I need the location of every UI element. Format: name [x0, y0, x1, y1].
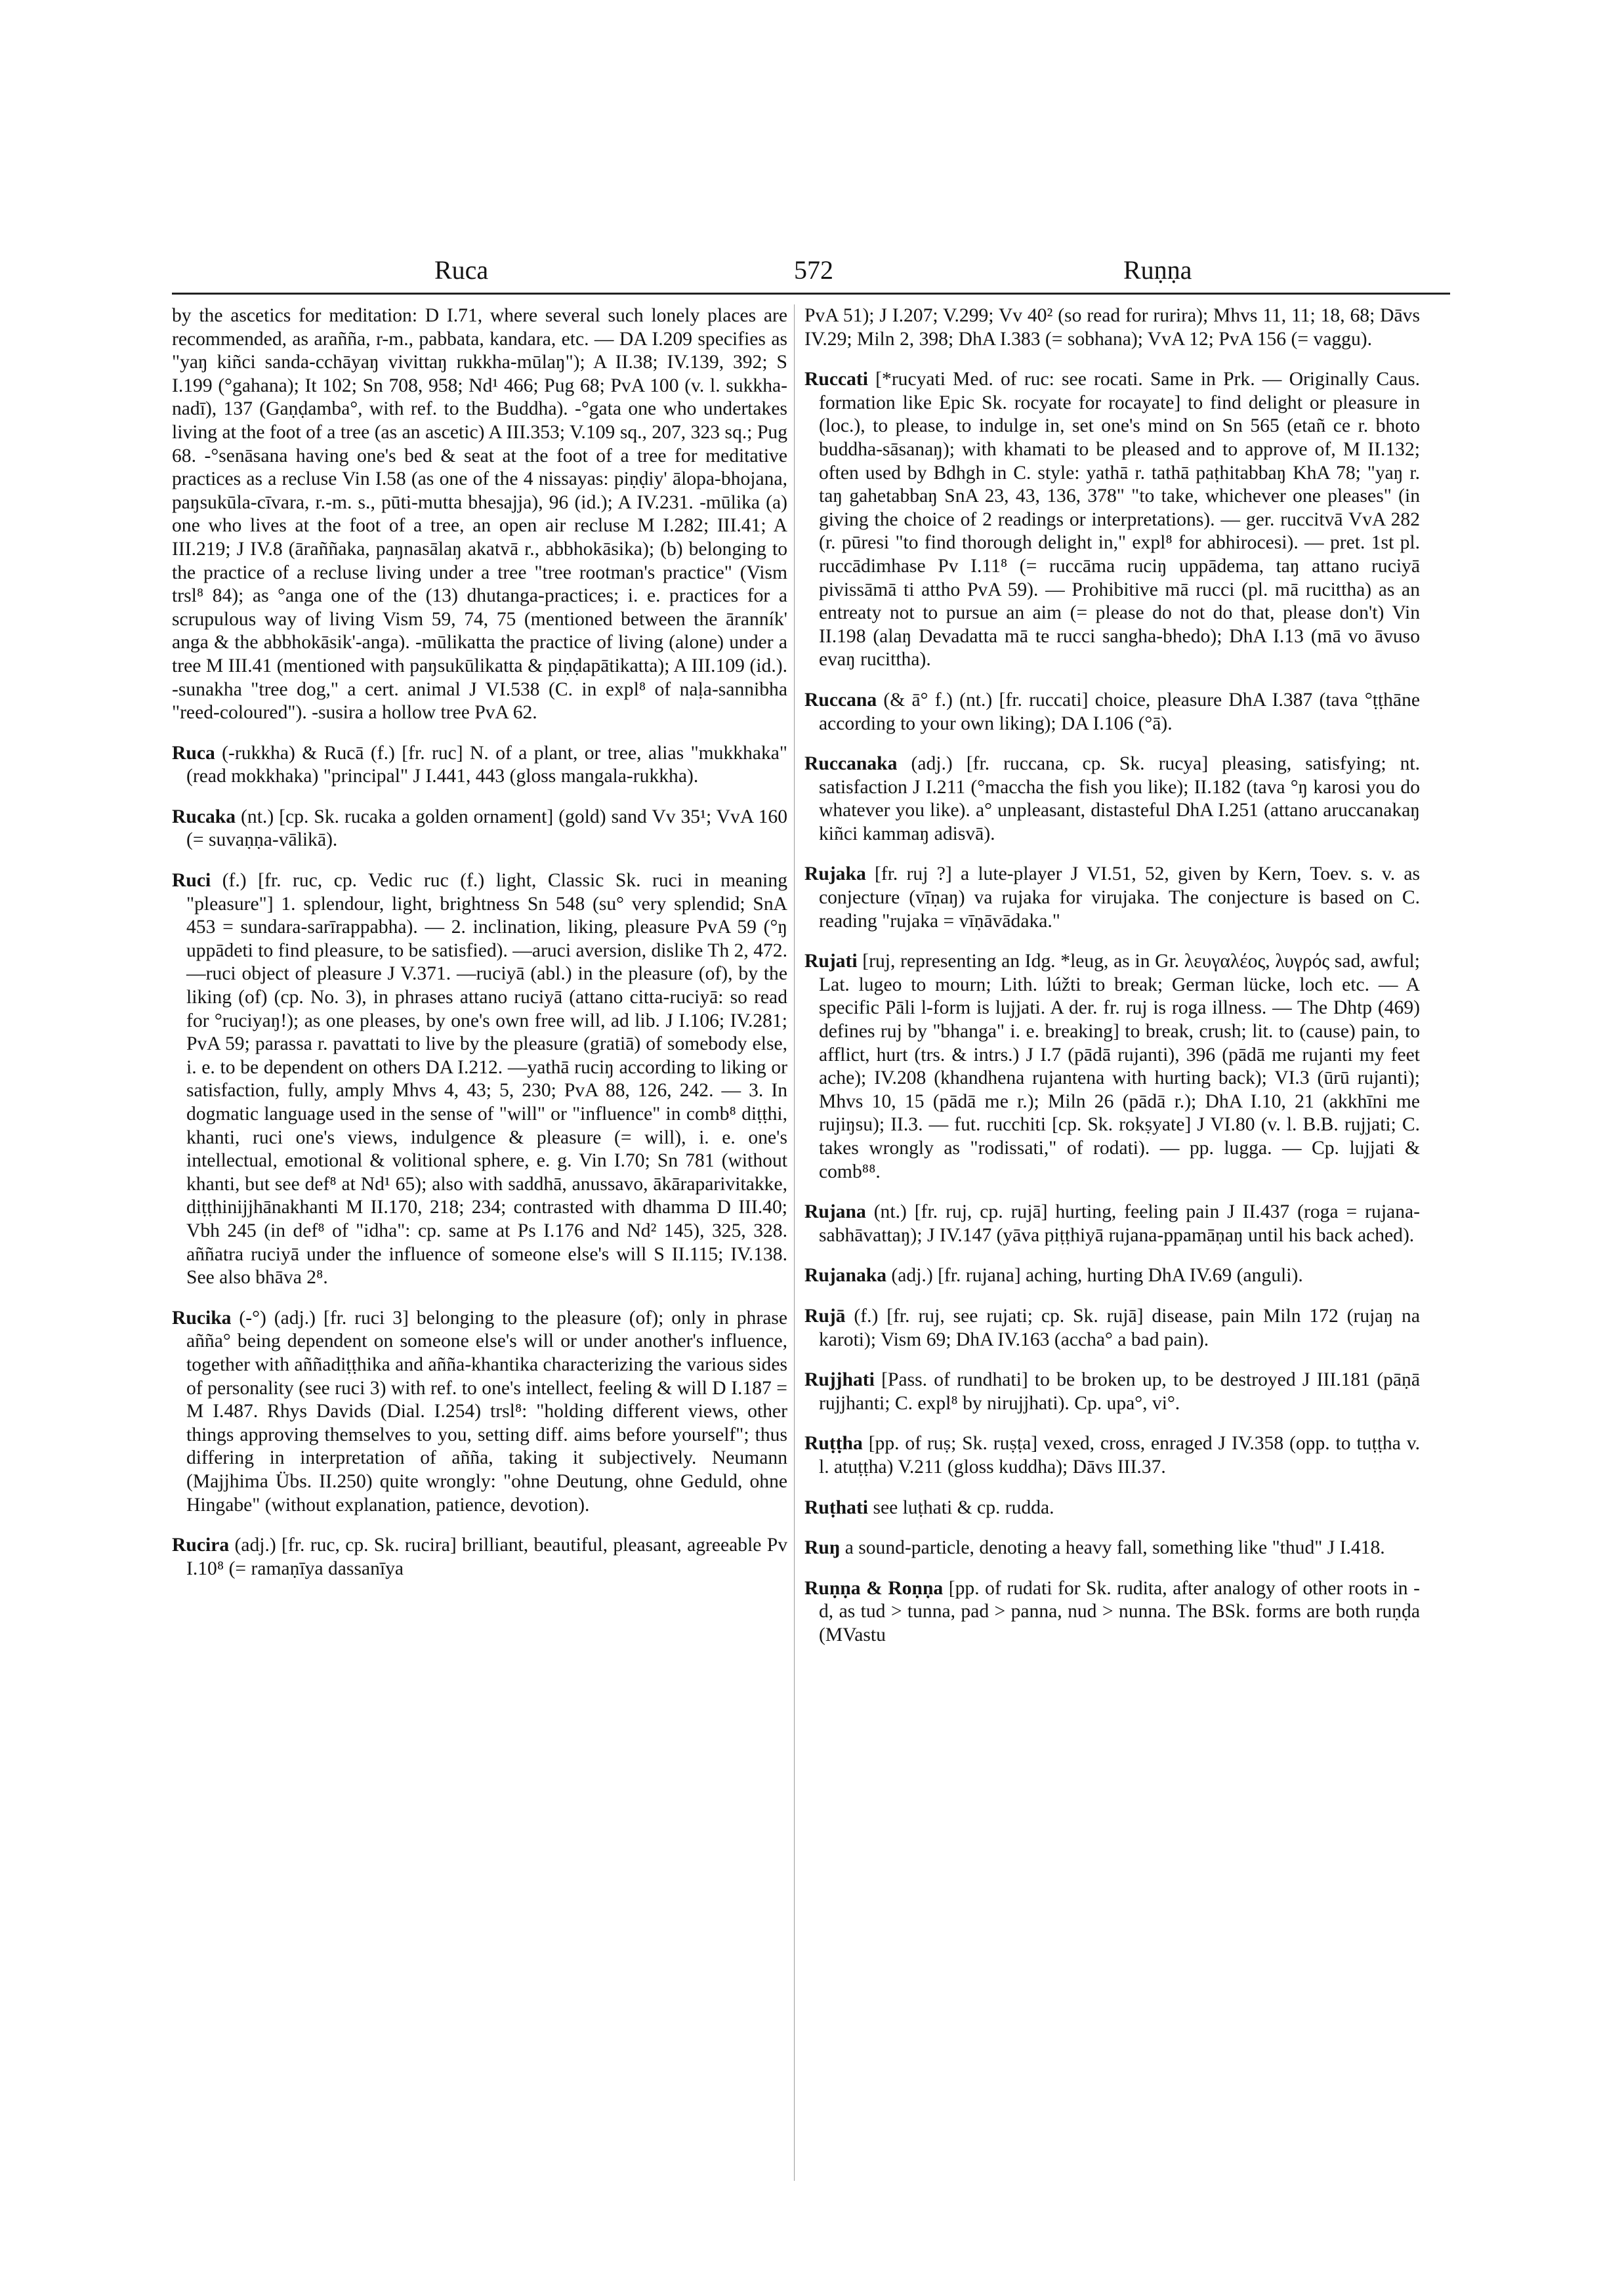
right-column [804, 304, 1420, 2194]
dictionary-entry [804, 1577, 1420, 1647]
entry-headword: Rujjhati [804, 1369, 875, 1391]
entry-headword: Ruṭṭha [804, 1433, 863, 1455]
entry-headword: Ruŋ [804, 1537, 841, 1559]
entry-body: (-°) (adj.) [fr. ruci 3] belonging to the pleasure (of); only in phrase añña° being dependent on someone else's will or under another's influence, together with aññadiṭṭhika and añña-khantika characterizing the various sides of personality (see ruci 3) with ref. to one's intellect, feeling & will D I.187 = M I.487. Rhys Davids (Dial. I.254) trsl⁸: "holding different views, other things approving themselves to you, setting diff. aims before yourself"; thus differing in interpretation of añña, taking it subjectively. Neumann (Majjhima Übs. II.250) quite wrongly: "ohne Deutung, ohne Geduld, ohne Hingabe" (without explanation, patience, devotion). [186, 1307, 787, 1516]
entry-body: [pp. of ruṣ; Sk. ruṣṭa] vexed, cross, enraged J IV.358 (opp. to tuṭṭha v. l. atuṭṭha) V.211 (gloss kuddha); Dāvs III.37. [819, 1433, 1420, 1478]
entry-headword: Ruccati [804, 369, 868, 390]
entry-body: (adj.) [fr. ruccana, cp. Sk. rucya] pleasing, satisfying; nt. satisfaction J I.211 (°maccha the fish you like); II.182 (tava °ŋ karosi you do whatever you like). a° unpleasant, distasteful DhA I.251 (attano aruccanakaŋ kiñci kammaŋ adisvā). [819, 753, 1420, 844]
entry-headword: Rucaka [172, 806, 236, 827]
dictionary-entry [804, 950, 1420, 1184]
entry-body: [*rucyati Med. of ruc: see rocati. Same in Prk. — Originally Caus. formation like Epic Sk. rocyate for rocayate] to find delight or pleasure in (loc.), to please, to indulge in, set one's mind on Sn 565 (etañ ce r. bhoto buddha-sāsanaŋ); with khamati to be pleased and to approve of, M II.132; often used by Bdhgh in C. style: yathā r. tathā paṭhitabbaŋ KhA 78; "yaŋ r. taŋ gahetabbaŋ SnA 23, 43, 136, 378" "to take, whichever one pleases" (in giving the choice of 2 readings or interpretations). — ger. ruccitvā VvA 282 (r. pūresi "to find thorough delight in," expl⁸ for abhirocesi). — pret. 1st pl. ruccādimhase Pv I.11⁸ (= ruccāma ruciŋ uppādema, taŋ attano ruciyā pivissāmā ti attho PvA 59). — Prohibitive mā rucci (pl. mā rucittha) as an entreaty not to pursue an aim (= please do not do that, please don't) Vin II.198 (alaŋ Devadatta mā te rucci sangha-bhedo); DhA I.13 (mā vo āvuso evaŋ rucittha). [819, 369, 1420, 671]
entry-body: (f.) [fr. ruj, see rujati; cp. Sk. rujā] disease, pain Miln 172 (rujaŋ na karoti); Vism 69; DhA IV.163 (accha° a bad pain). [819, 1305, 1420, 1350]
entry-body: PvA 51); J I.207; V.299; Vv 40² (so read for rurira); Mhvs 11, 11; 18, 68; Dāvs IV.29; Miln 2, 398; DhA I.383 (= sobhana); VvA 12; PvA 156 (= vaggu). [804, 305, 1420, 350]
dictionary-entry [804, 1537, 1420, 1560]
running-head-right-word: Ruṇṇa [1123, 255, 1192, 285]
dictionary-entry [804, 1369, 1420, 1415]
entry-body: (nt.) [cp. Sk. rucaka a golden ornament] (gold) sand Vv 35¹; VvA 160 (= suvaṇṇa-vālikā). [186, 806, 787, 851]
entry-body: (& ā° f.) (nt.) [fr. ruccati] choice, pleasure DhA I.387 (tava °ṭṭhāne according to your own liking); DA I.106 (°ā). [819, 689, 1420, 734]
entry-headword: Rujana [804, 1201, 866, 1223]
entry-body: (nt.) [fr. ruj, cp. rujā] hurting, feeling pain J II.437 (roga = rujana-sabhāvattaŋ); J IV.147 (yāva piṭṭhiyā rujana-ppamāṇaŋ until his back ached). [819, 1201, 1420, 1246]
dictionary-entry [804, 1497, 1420, 1520]
entry-headword: Rujā [804, 1305, 846, 1327]
running-head-left-word: Ruca [434, 255, 489, 285]
entry-body: (f.) [fr. ruc, cp. Vedic ruc (f.) light, Classic Sk. ruci in meaning "pleasure"] 1. splendour, light, brightness Sn 548 (su° very splendid; SnA 453 = sundara-sarīrappabha). — 2. inclination, liking, pleasure PvA 59 (°ŋ uppādeti to find pleasure, to be satisfied). —aruci aversion, dislike Th 2, 472. —ruci object of pleasure J V.371. —ruciyā (abl.) in the pleasure (of), by the liking (of) (cp. No. 3), in phrases attano ruciyā (attano citta-ruciyā: so read for °ruciyaŋ!); as one pleases, by one's own free will, ad lib. J I.106; IV.281; PvA 59; parassa r. pavattati to live by the pleasure (gratiā) of somebody else, i. e. to be dependent on others DA I.212. —yathā ruciŋ according to liking or satisfaction, fully, amply Mhvs 4, 43; 5, 230; PvA 88, 126, 242. — 3. In dogmatic language used in the sense of "will" or "influence" in comb⁸ diṭṭhi, khanti, ruci one's views, indulgence & pleasure (= will), i. e. one's intellectual, emotional & volitional sphere, e. g. Vin I.70; Sn 781 (without khanti, but see def⁸ at Nd¹ 65); also with saddhā, anussavo, ākāraparivitakke, diṭṭhinijjhānakhanti M II.170, 218; 234; contrasted with dhamma D III.40; Vbh 245 (in def⁸ of "idha": cp. same at Ps I.176 and Nd² 145), 325, 328. aññatra ruciyā under the influence of someone else's will S II.115; IV.138. See also bhāva 2⁸. [186, 870, 787, 1289]
entry-headword: Ruccanaka [804, 753, 898, 775]
entry-headword: Rujati [804, 951, 858, 972]
dictionary-entry [172, 742, 787, 789]
dictionary-entry [804, 753, 1420, 846]
dictionary-entry [172, 1307, 787, 1517]
entry-headword: Rucika [172, 1307, 232, 1329]
entry-body: [ruj, representing an Idg. *leug, as in Gr. λευγαλέος, λυγρός sad, awful; Lat. lugeo to mourn; Lith. lúžti to break; German lücke, loch etc. — A specific Pāli l-form is lujjati. A der. fr. ruj is roga illness. — The Dhtp (469) defines ruj by "bhanga" i. e. breaking] to break, crush; lit. to (cause) pain, to afflict, hurt (trs. & intrs.) J I.7 (pādā rujanti), 396 (pādā me rujanti my feet ache); IV.208 (khandhena rujantena with hurting back); VI.3 (ūrū rujanti); Mhvs 10, 15 (pādā me r.); Miln 26 (pādā r.); DhA I.10, 21 (akkhīni me rujiŋsu); II.3. — fut. rucchiti [cp. Sk. rokṣyate] J VI.80 (v. l. B.B. rujjati; C. takes wrongly as "rodissati," of rodati). — pp. lugga. — Cp. lujjati & comb⁸⁸. [819, 951, 1420, 1182]
entry-body: see luṭhati & cp. rudda. [873, 1497, 1054, 1518]
dictionary-entry [804, 689, 1420, 735]
dictionary-entry [172, 304, 787, 725]
dictionary-entry [804, 368, 1420, 672]
entry-body: (adj.) [fr. ruc, cp. Sk. rucira] brilliant, beautiful, pleasant, agreeable Pv I.10⁸ (= ramaṇīya dassanīya [186, 1535, 787, 1579]
dictionary-entry [804, 1264, 1420, 1288]
dictionary-entry [804, 863, 1420, 933]
entry-body: (-rukkha) & Rucā (f.) [fr. ruc] N. of a plant, or tree, alias "mukkhaka" (read mokkhaka) "principal" J I.441, 443 (gloss mangala-rukkha). [186, 742, 787, 787]
left-column [172, 304, 787, 2194]
entry-body: a sound-particle, denoting a heavy fall, something like "thud" J I.418. [844, 1537, 1385, 1559]
page-number: 572 [794, 255, 833, 285]
header-rule [172, 293, 1450, 295]
entry-body: [Pass. of rundhati] to be broken up, to be destroyed J III.181 (pāṇā rujjhanti; C. expl⁸ by nirujjhati). Cp. upa°, vi°. [819, 1369, 1420, 1414]
entry-headword: Ruṭhati [804, 1497, 869, 1518]
entry-headword: Ruca [172, 742, 215, 764]
entry-body: (adj.) [fr. rujana] aching, hurting DhA IV.69 (anguli). [891, 1265, 1303, 1287]
dictionary-entry [172, 869, 787, 1290]
entry-headword: Rujaka [804, 863, 866, 885]
entry-headword: Ruṇṇa & Roṇṇa [804, 1577, 944, 1599]
entry-headword: Ruci [172, 870, 211, 892]
dictionary-entry [804, 1305, 1420, 1352]
entry-headword: Rujanaka [804, 1265, 886, 1287]
entry-body: [pp. of rudati for Sk. rudita, after analogy of other roots in -d, as tud > tunna, pad > panna, nud > nunna. The BSk. forms are both ruṇḍa (MVastu [819, 1577, 1420, 1645]
dictionary-entry [804, 304, 1420, 351]
entry-body: by the ascetics for meditation: D I.71, where several such lonely places are recommended, as arañña, r-m., pabbata, kandara, etc. — DA I.209 specifies as "yaŋ kiñci sanda-cchāyaŋ vivittaŋ rukkha-mūlaŋ"); A II.38; IV.139, 392; S I.199 (°gahana); It 102; Sn 708, 958; Nd¹ 466; Pug 68; PvA 100 (v. l. sukkha-nadī), 137 (Gaṇḍamba°, with ref. to the Buddha). -°gata one who undertakes living at the foot of a tree (as an ascetic) A III.353; V.109 sq., 207, 323 sq.; Pug 68. -°senāsana having one's bed & seat at the foot of a tree for meditative practices as a recluse Vin I.58 (as one of the 4 nissayas: piṇḍiy' ālopa-bhojana, paŋsukūla-cīvara, r.-m. s., pūti-mutta bhesajja), 96 (id.); A IV.231. -mūlika (a) one who lives at the foot of a tree, an open air recluse M I.282; III.41; A III.219; J IV.8 (āraññaka, paŋnasālaŋ akatvā r., abbhokāsika); (b) belonging to the practice of a recluse living under a tree "tree rootman's practice" (Vism trsl⁸ 84); as °anga one of the (13) dhutanga-practices; i. e. practices for a scrupulous way of living Vism 59, 74, 75 (mentioned between the āranník' anga & the abbhokāsik'-anga). -mūlikatta the practice of living (alone) under a tree M III.41 (mentioned with paŋsukūlikatta & piṇḍapātikatta); A III.109 (id.). -sunakha "tree dog," a cert. animal J VI.538 (C. in expl⁸ of naḷa-sannibha "reed-coloured"). -susira a hollow tree PvA 62. [172, 305, 787, 724]
entry-body: [fr. ruj ?] a lute-player J VI.51, 52, given by Kern, Toev. s. v. as conjecture (vīṇaŋ) va rujaka for virujaka. The conjecture is based on C. reading "rujaka = vīṇāvādaka." [819, 863, 1420, 932]
entry-headword: Rucira [172, 1535, 230, 1556]
dictionary-entry [804, 1432, 1420, 1479]
dictionary-entry [804, 1201, 1420, 1247]
entry-headword: Ruccana [804, 689, 877, 711]
dictionary-entry [172, 1534, 787, 1581]
dictionary-entry [172, 806, 787, 852]
column-divider [794, 304, 795, 2181]
